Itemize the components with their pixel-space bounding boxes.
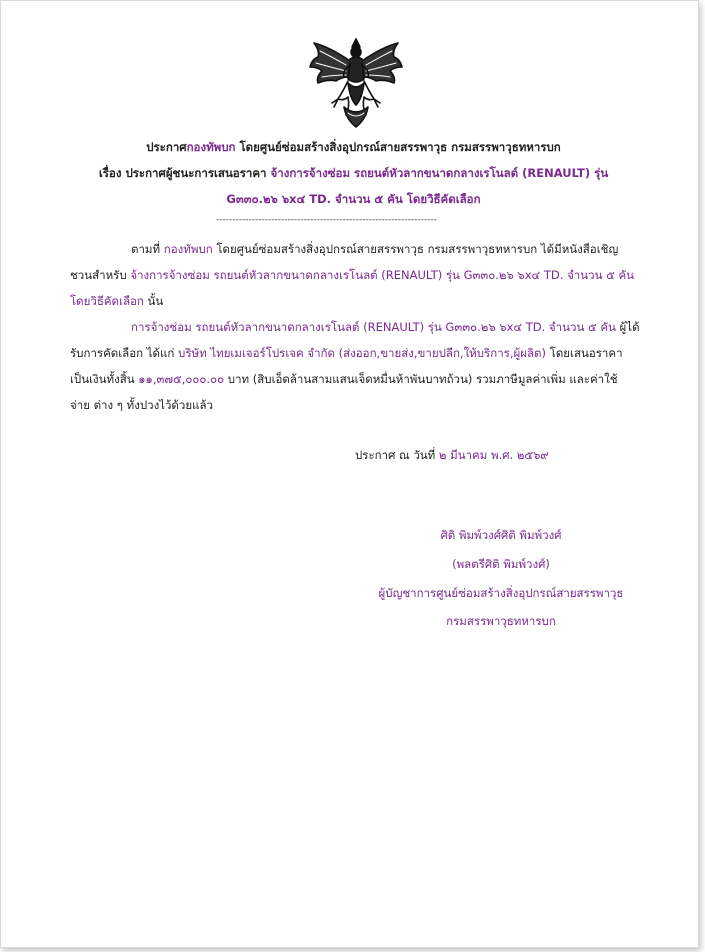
signature-position: ผู้บัญชาการศูนย์ซ่อมสร้างสิ่งอุปกรณ์สายสรรพาวุธ	[378, 586, 624, 600]
p2-l3-a: เป็นเงินทั้งสิ้น	[70, 372, 139, 386]
title-rest: โดยศูนย์ซ่อมสร้างสิ่งอุปกรณ์สายสรรพาวุธ กรมสรรพาวุธทหารบก	[235, 140, 561, 154]
date-prefix: ประกาศ ณ วันที่	[355, 448, 439, 462]
paragraph-2-line-3	[70, 371, 618, 389]
garuda-emblem	[308, 37, 404, 129]
subject-prefix: เรื่อง ประกาศผู้ชนะการเสนอราคา	[98, 166, 271, 180]
separator-line: --------------------------------------------------------------------	[216, 215, 437, 225]
paragraph-2-line-4: จ่าย ต่าง ๆ ทั้งปวงไว้ด้วยแล้ว	[70, 398, 214, 412]
announcement-date	[355, 447, 549, 465]
paragraph-1-line-2	[70, 267, 634, 285]
p2-l1-end: ผู้ได้	[615, 320, 640, 334]
p2-l2-a: รับการคัดเลือก ได้แก่	[70, 346, 179, 360]
signature-name: ศิติ พิมพ์วงศ์ศิติ พิมพ์วงศ์	[440, 528, 562, 542]
title-organization: กองทัพบก	[186, 140, 236, 154]
paragraph-1-line-3	[70, 293, 163, 311]
p2-l3-c: บาท (สิบเอ็ดล้านสามแสนเจ็ดหมื่นห้าพันบาทถ้วน) รวมภาษีมูลค่าเพิ่ม และค่าใช้	[224, 372, 618, 386]
title-prefix: ประกาศ	[146, 140, 187, 154]
subject-continuation: G๓๓๐.๒๖ ๖x๔ TD. จำนวน ๕ คัน โดยวิธีคัดเลือก	[226, 192, 481, 206]
p2-amount: ๑๑,๓๗๕,๐๐๐.๐๐	[138, 372, 225, 386]
p2-winner: บริษัท ไทยเมเจอร์โปรเจค จำกัด (ส่งออก,ขายส่ง,ขายปลีก,ให้บริการ,ผู้ผลิต)	[178, 346, 546, 360]
p1-l2-project: จ้างการจ้างซ่อม รถยนต์หัวลากขนาดกลางเรโนลต์ (RENAULT) รุ่น G๓๓๐.๒๖ ๖x๔ TD. จำนวน ๕ คัน	[130, 268, 635, 282]
signature-rank-name: (พลตรีศิติ พิมพ์วงศ์)	[452, 557, 550, 571]
paragraph-1-line-1	[131, 241, 618, 259]
p1-text-a: ตามที่	[131, 242, 164, 256]
p1-org: กองทัพบก	[163, 242, 213, 256]
paragraph-2-line-2	[70, 345, 623, 363]
announcement-title	[1, 139, 705, 157]
p1-l2-a: ชวนสำหรับ	[70, 268, 131, 282]
paragraph-2-line-1	[131, 319, 640, 337]
p1-text-c: โดยศูนย์ซ่อมสร้างสิ่งอุปกรณ์สายสรรพาวุธ กรมสรรพาวุธทหารบก ได้มีหนังสือเชิญ	[212, 242, 619, 256]
announcement-subject	[1, 165, 705, 183]
subject-project: จ้างการจ้างซ่อม รถยนต์หัวลากขนาดกลางเรโนลต์ (RENAULT) รุ่น	[270, 166, 609, 180]
p2-l2-c: โดยเสนอราคา	[545, 346, 623, 360]
p1-l3-end: นั้น	[143, 294, 164, 308]
p1-l3-method: โดยวิธีคัดเลือก	[70, 294, 144, 308]
p2-project: การจ้างซ่อม รถยนต์หัวลากขนาดกลางเรโนลต์ (RENAULT) รุ่น G๓๓๐.๒๖ ๖x๔ TD. จำนวน ๕ คัน	[131, 320, 616, 334]
date-value: ๒ มีนาคม พ.ศ. ๒๕๖๙	[438, 448, 549, 462]
signature-department: กรมสรรพาวุธทหารบก	[446, 614, 556, 628]
